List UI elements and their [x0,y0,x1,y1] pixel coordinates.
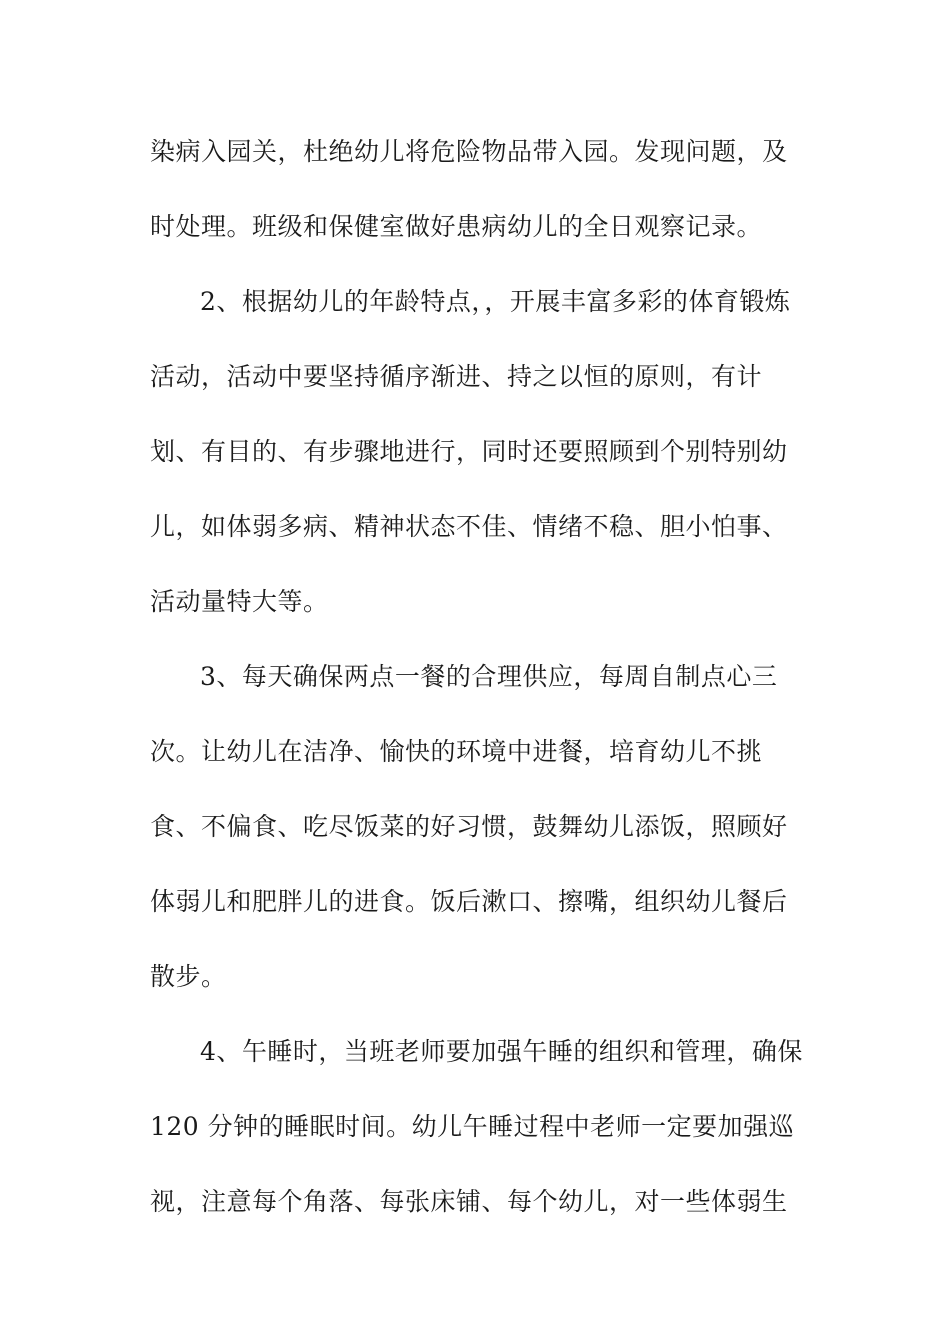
text-line: 划、有目的、有步骤地进行，同时还要照顾到个别特别幼 [150,437,788,466]
text-line: 活动，活动中要坚持循序渐进、持之以恒的原则，有计 [150,362,763,391]
paragraph-start-line: 3、每天确保两点一餐的合理供应，每周自制点心三 [200,662,778,691]
text-line: 散步。 [150,962,227,991]
text-line: 食、不偏食、吃尽饭菜的好习惯，鼓舞幼儿添饭，照顾好 [150,812,788,841]
text-line: 体弱儿和肥胖儿的进食。饭后漱口、擦嘴，组织幼儿餐后 [150,887,788,916]
text-line: 120 分钟的睡眠时间。幼儿午睡过程中老师一定要加强巡 [150,1112,795,1141]
paragraph-start-line: 4、午睡时，当班老师要加强午睡的组织和管理，确保 [200,1037,803,1066]
text-line: 视，注意每个角落、每张床铺、每个幼儿，对一些体弱生 [150,1187,788,1216]
text-line: 次。让幼儿在洁净、愉快的环境中进餐，培育幼儿不挑 [150,737,763,766]
text-line: 活动量特大等。 [150,587,329,616]
paragraph-start-line: 2、根据幼儿的年龄特点，，开展丰富多彩的体育锻炼 [200,287,791,316]
text-line: 儿，如体弱多病、精神状态不佳、情绪不稳、胆小怕事、 [150,512,788,541]
text-line: 染病入园关，杜绝幼儿将危险物品带入园。发现问题，及 [150,137,788,166]
text-line: 时处理。班级和保健室做好患病幼儿的全日观察记录。 [150,212,763,241]
